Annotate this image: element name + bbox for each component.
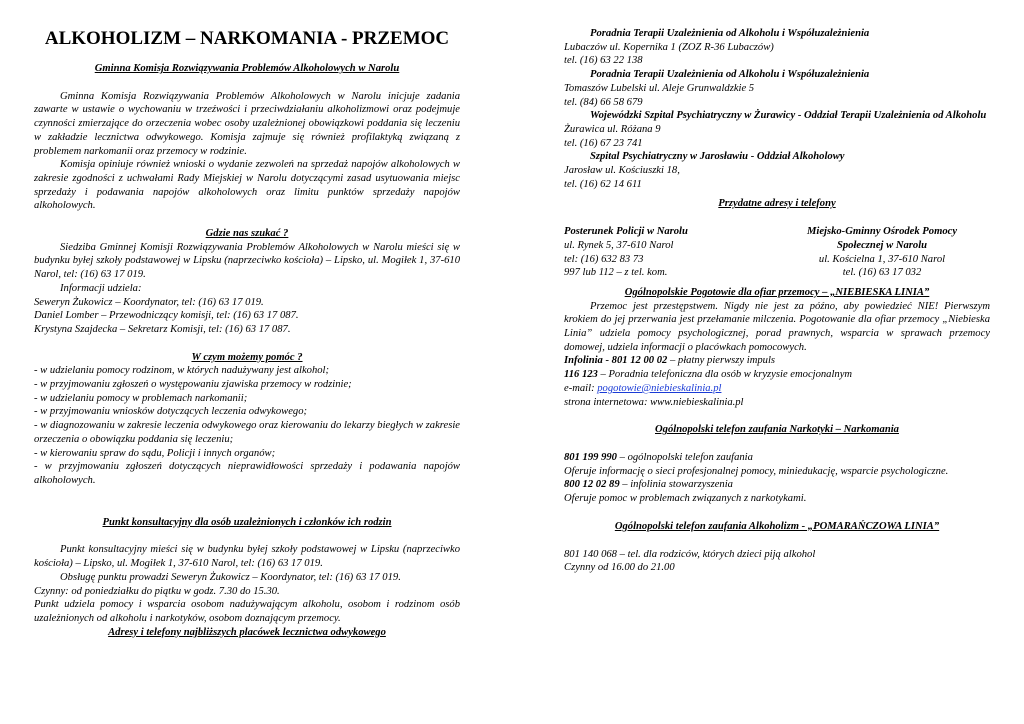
social-center-name: Miejsko-Gminny Ośrodek Pomocy: [806, 226, 958, 238]
clinic-phone: tel. (16) 63 22 138: [564, 55, 643, 67]
clinic-name: Poradnia Terapii Uzależnienia od Alkoholu i Współuzależnienia: [590, 28, 870, 39]
email-link[interactable]: pogotowie@niebieskalinia.pl: [597, 382, 722, 394]
infolinia-note: – płatny pierwszy impuls: [667, 355, 776, 367]
clinic-address: Lubaczów ul. Kopernika 1 (ZOZ R-36 Lubaczów): [564, 41, 774, 53]
infolinia-line: [564, 354, 990, 368]
police-emergency: 997 lub 112 – z tel. kom.: [564, 267, 668, 279]
clinic-phone: tel. (84) 66 58 679: [564, 96, 643, 108]
heading-help: W czym możemy pomóc ?: [191, 351, 303, 363]
clinic-phone: tel. (16) 62 14 611: [564, 178, 642, 190]
police-phone: tel: (16) 632 83 73: [564, 253, 644, 265]
clinic-name: Szpital Psychiatryczny w Jarosławiu - Oddział Alkoholowy: [590, 151, 845, 163]
help-item: - w przyjmowaniu zgłoszeń dotyczących nieprawidłowości sprzedaży i podawania napojów alkoholowych.: [34, 461, 460, 486]
consult-location: Punkt konsultacyjny mieści się w budynku byłej szkoły podstawowej w Lipsku (naprzeciwko kościoła) – Lipsko, ul. Mogiłek 1, 37-610 Narol, tel: (16) 63 17 019.: [34, 544, 460, 570]
info-label: Informacji udziela:: [60, 282, 142, 294]
crisis-number: 116 123: [564, 369, 598, 381]
police-contact: [564, 225, 774, 280]
contact-person: Daniel Lomber – Przewodniczący komisji, tel: (16) 63 17 087.: [34, 310, 299, 322]
social-center-address: ul. Kościelna 1, 37-610 Narol: [818, 253, 946, 265]
police-address: ul. Rynek 5, 37-610 Narol: [564, 239, 674, 251]
heading-clinics: Adresy i telefony najbliższych placówek lecznictwa odwykowego: [108, 626, 386, 638]
orange-line-phone: 801 140 068 – tel. dla rodziców, których dzieci piją alkohol: [564, 548, 816, 560]
police-name: Posterunek Policji w Narolu: [564, 226, 688, 238]
blue-line-description: Przemoc jest przestępstwem. Nigdy nie jest za późno, aby powiedzieć NIE! Pierwszym krokiem do jej przerwania jest przełamanie milczenia. Pogotowanie dla ofiar przemocy „Niebieska Linia” udziela pomocy psychologicznej, porad prawnych, wsparcia w sprawach przemocy domowej, udziela informacji o placówkach pomocowych.: [564, 300, 990, 353]
social-center-contact: [774, 225, 990, 280]
social-center-name: Społecznej w Narolu: [836, 239, 928, 251]
page-title: ALKOHOLIZM – NARKOMANIA - PRZEMOC: [44, 28, 450, 49]
help-item: - w kierowaniu spraw do sądu, Policji i innych organów;: [34, 447, 276, 459]
drugs-note: – ogólnopolski telefon zaufania: [616, 451, 753, 463]
clinic-address: Tomaszów Lubelski ul. Aleje Grunwaldzkie 5: [564, 82, 755, 94]
contact-person: Seweryn Żukowicz – Koordynator, tel: (16) 63 17 019.: [34, 296, 264, 308]
clinic-name: Poradnia Terapii Uzależnienia od Alkoholu i Współuzależnienia: [590, 69, 870, 81]
heading-useful: Przydatne adresy i telefony: [718, 198, 836, 210]
drugs-number: 801 199 990: [564, 451, 617, 463]
commission-description: Gminna Komisja Rozwiązywania Problemów Alkoholowych w Narolu inicjuje zadania zawarte w ustawie o wychowaniu w trzeźwości i przeciwdziałaniu alkoholizmowi oraz podejmuje czynności zmierzające do orzeczenia wobec osoby uzależnionej obowiązkowi poddania się leczeniu w zakładzie lecznictwa odwykowego. Komisja zajmuje się również profilaktyką związaną z problemem narkomanii oraz przemocy w rodzinie.: [34, 90, 460, 157]
crisis-note: – Poradnia telefoniczna dla osób w kryzysie emocjonalnym: [597, 369, 853, 381]
left-column: [34, 0, 460, 639]
help-item: - w diagnozowaniu w zakresie leczenia odwykowego oraz kierowaniu do lekarzy biegłych w zakresie orzeczenia o obowiązku poddania się leczeniu;: [34, 420, 460, 445]
clinic-phone: tel. (16) 67 23 741: [564, 137, 643, 149]
heading-where: Gdzie nas szukać ?: [205, 228, 289, 240]
orange-line-hours: Czynny od 16.00 do 21.00: [564, 562, 675, 574]
email-line: [564, 382, 990, 396]
heading-commission: Gminna Komisja Rozwiązywania Problemów Alkoholowych w Narolu: [94, 63, 400, 74]
consult-support: Punkt udziela pomocy i wsparcia osobom nadużywającym alkoholu, osobom i rodzinom osób uzależnionych od alkoholu i narkotyków, osobom doznającym przemocy.: [34, 599, 460, 624]
contacts-grid: [564, 225, 990, 280]
drugs-note-2: – infolinia stowarzyszenia: [619, 479, 733, 491]
contact-person: Krystyna Szajdecka – Sekretarz Komisji, tel: (16) 63 17 087.: [34, 323, 291, 335]
consult-coordinator: Obsługę punktu prowadzi Seweryn Żukowicz – Koordynator, tel: (16) 63 17 019.: [60, 571, 401, 583]
heading-blue-line: Ogólnopolskie Pogotowie dla ofiar przemocy – „NIEBIESKA LINIA”: [624, 286, 930, 298]
help-item: - w udzielaniu pomocy w problemach narkomanii;: [34, 392, 248, 404]
infolinia-number: Infolinia - 801 12 00 02: [564, 355, 668, 367]
heading-drugs-line: Ogólnopolski telefon zaufania Narkotyki – Narkomania: [655, 424, 899, 436]
drugs-number-2: 800 12 02 89: [564, 479, 620, 491]
help-item: - w udzielaniu pomocy rodzinom, w których nadużywany jest alkohol;: [34, 365, 330, 377]
drugs-line-2: [564, 478, 990, 492]
help-item: - w przyjmowaniu zgłoszeń o występowaniu zjawiska przemocy w rodzinie;: [34, 379, 352, 391]
drugs-description-2: Oferuje pomoc w problemach związanych z narkotykami.: [564, 493, 807, 505]
heading-orange-line: Ogólnopolski telefon zaufania Alkoholizm - „POMARAŃCZOWA LINIA”: [614, 520, 940, 532]
clinic-address: Żurawica ul. Różana 9: [564, 123, 661, 135]
heading-consult-point: Punkt konsultacyjny dla osób uzależnionych i członków ich rodzin: [102, 516, 392, 528]
seat-description: Siedziba Gminnej Komisji Rozwiązywania Problemów Alkoholowych w Narolu mieści się w budynku byłej szkoły podstawowej w Lipsku (naprzeciwko kościoła) – Lipsko, ul. Mogiłek 1, 37-610 Narol, tel: (16) 63 17 019.: [34, 241, 460, 281]
drugs-line: [564, 451, 990, 465]
commission-opinions: Komisja opiniuje również wnioski o wydanie zezwoleń na sprzedaż napojów alkoholowych w zakresie zgodności z uchwałami Rady Miejskiej w Narolu dotyczącymi zasad usytuowania miejsc sprzedaży i podawania napojów alkoholowych oraz limitu punktów sprzedaży napojów alkoholowych.: [34, 159, 460, 212]
right-column: [564, 27, 990, 575]
clinic-name: Wojewódzki Szpital Psychiatryczny w Żurawicy - Oddział Terapii Uzależnienia od Alkoholu: [590, 110, 987, 122]
clinic-address: Jarosław ul. Kościuszki 18,: [564, 165, 680, 177]
help-item: - w przyjmowaniu wniosków dotyczących leczenia odwykowego;: [34, 406, 308, 418]
email-label: e-mail:: [564, 382, 598, 394]
website-line: strona internetowa: www.niebieskalinia.pl: [564, 396, 744, 408]
drugs-description: Oferuje informację o sieci profesjonalnej pomocy, miniedukację, wsparcie psychologiczne.: [564, 465, 949, 477]
crisis-line: [564, 368, 990, 382]
social-center-phone: tel. (16) 63 17 032: [842, 267, 922, 279]
consult-hours: Czynny: od poniedziałku do piątku w godz. 7.30 do 15.30.: [34, 585, 280, 597]
